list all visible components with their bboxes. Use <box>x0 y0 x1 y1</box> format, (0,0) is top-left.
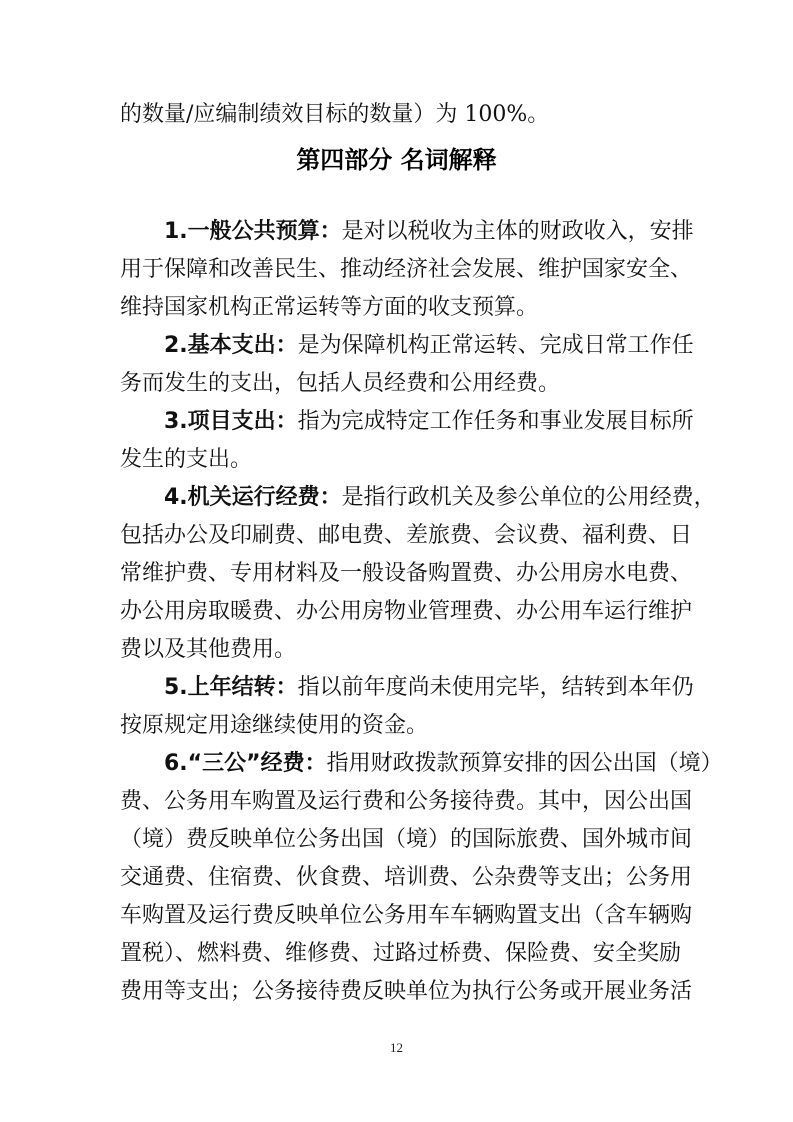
item-6-line: 交通费、住宿费、伙食费、培训费、公杂费等支出；公务用 <box>120 865 693 890</box>
item-2-line: 务而发生的支出，包括人员经费和公用经费。 <box>120 371 561 396</box>
item-5-first-line <box>164 673 694 703</box>
item-3-first-line <box>164 407 694 437</box>
item-4-line: 包括办公及印刷费、邮电费、差旅费、会议费、福利费、日 <box>120 523 693 548</box>
item-1-term: 1.一般公共预算： <box>164 219 342 244</box>
item-1-line: 维持国家机构正常运转等方面的收支预算。 <box>120 295 539 320</box>
item-5-term: 5.上年结转： <box>164 675 298 700</box>
item-4-line: 常维护费、专用材料及一般设备购置费、办公用房水电费、 <box>120 561 693 586</box>
item-6-line: （境）费反映单位公务出国（境）的国际旅费、国外城市间 <box>120 827 693 852</box>
item-6-first-text: 指用财政拨款预算安排的因公出国（境） <box>326 751 723 776</box>
item-5-first-text: 指以前年度尚未使用完毕，结转到本年仍 <box>297 675 694 700</box>
item-6-line: 费、公务用车购置及运行费和公务接待费。其中，因公出国 <box>120 789 693 814</box>
item-2-term: 2.基本支出： <box>164 333 298 358</box>
item-3-term: 3.项目支出： <box>164 409 298 434</box>
item-4-first-line <box>164 483 716 513</box>
item-3-line: 发生的支出。 <box>120 447 253 472</box>
item-6-line: 费用等支出；公务接待费反映单位为执行公务或开展业务活 <box>120 979 693 1004</box>
item-4-line: 费以及其他费用。 <box>120 637 297 662</box>
item-1-first-text: 是对以税收为主体的财政收入，安排 <box>341 219 694 244</box>
item-4-first-text: 是指行政机关及参公单位的公用经费， <box>341 485 716 510</box>
page-number: 12 <box>390 1040 403 1055</box>
item-2-first-line <box>164 331 694 361</box>
item-2-first-text: 是为保障机构正常运转、完成日常工作任 <box>297 333 694 358</box>
item-1-first-line <box>164 217 694 247</box>
item-6-line: 置税）、燃料费、维修费、过路过桥费、保险费、安全奖励 <box>120 941 682 966</box>
item-3-first-text: 指为完成特定工作任务和事业发展目标所 <box>297 409 694 434</box>
section-heading: 第四部分 名词解释 <box>296 146 497 174</box>
item-4-term: 4.机关运行经费： <box>164 485 342 510</box>
item-4-line: 办公用房取暖费、办公用房物业管理费、办公用车运行维护 <box>120 599 693 624</box>
item-6-line: 车购置及运行费反映单位公务用车车辆购置支出（含车辆购 <box>120 903 693 928</box>
item-1-line: 用于保障和改善民生、推动经济社会发展、维护国家安全、 <box>120 257 693 282</box>
item-5-line: 按原规定用途继续使用的资金。 <box>120 713 429 738</box>
item-6-first-line <box>164 749 723 779</box>
intro-line: 的数量/应编制绩效目标的数量）为 100%。 <box>120 102 550 127</box>
item-6-term: 6.“三公”经费： <box>164 751 327 776</box>
